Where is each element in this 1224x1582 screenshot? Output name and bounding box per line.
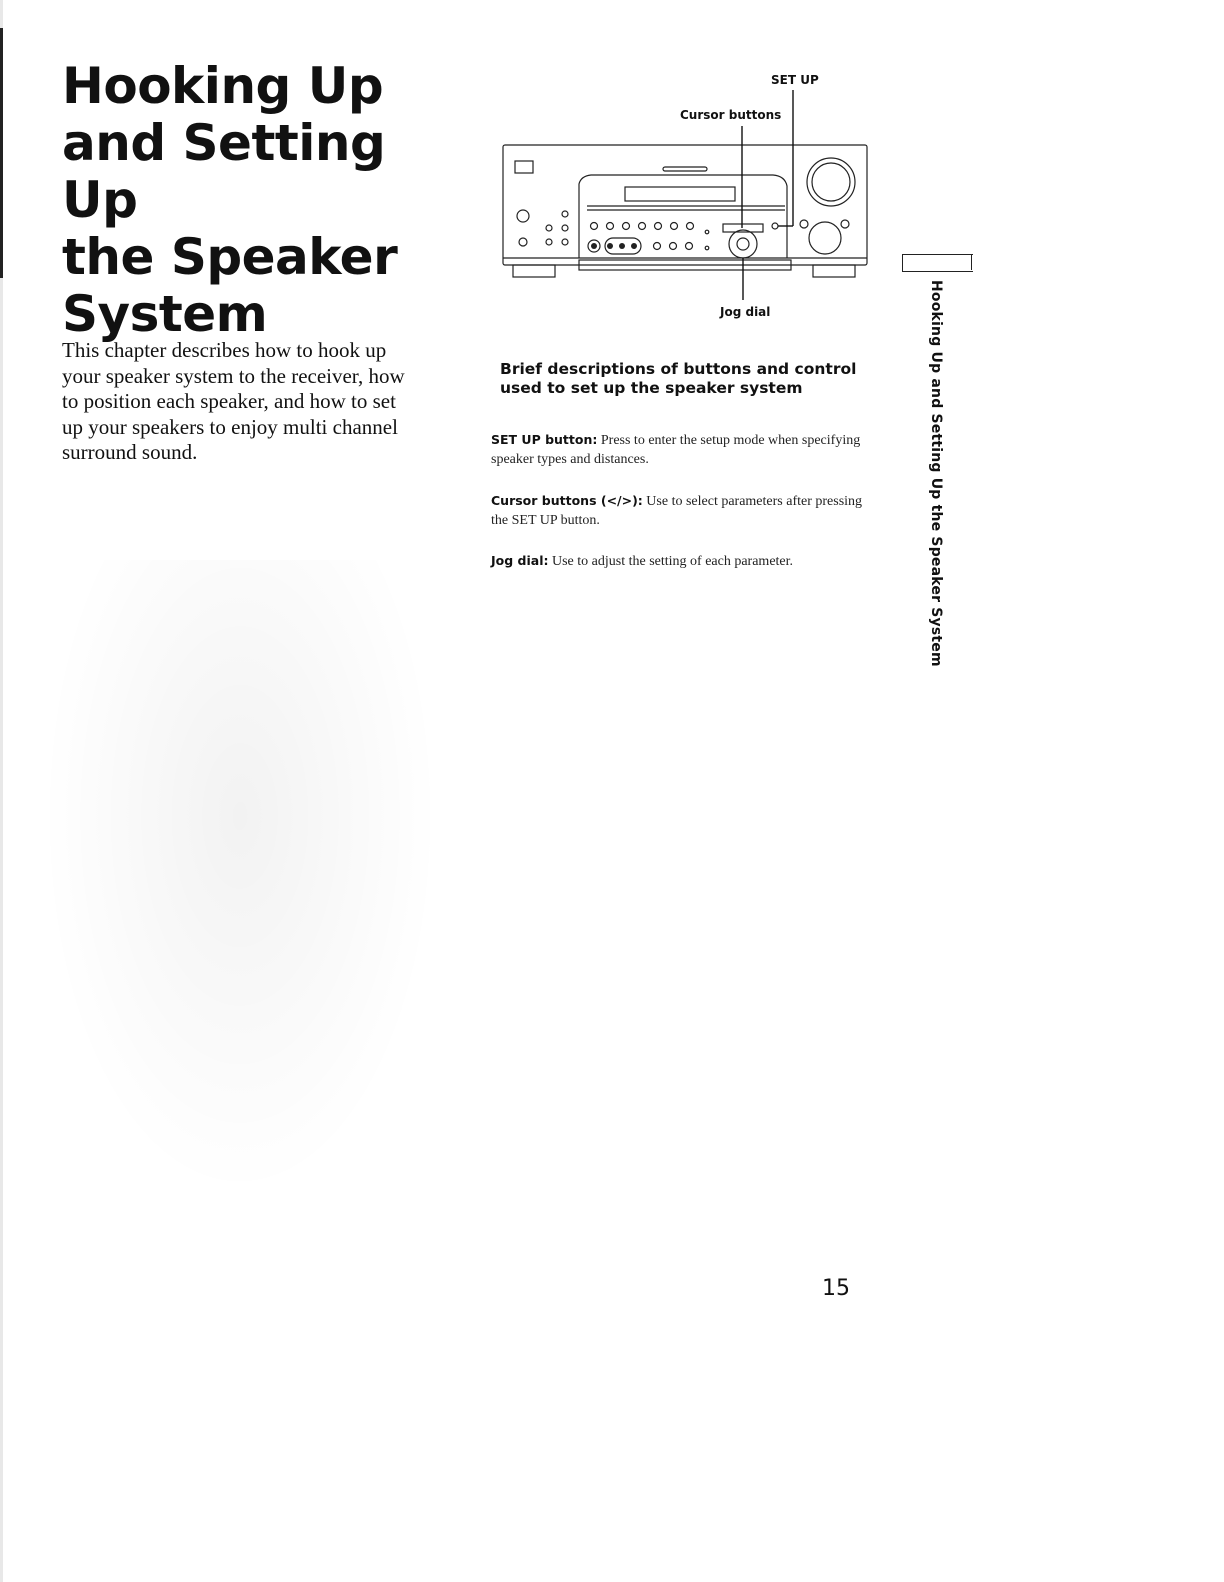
- description-text: Press to enter the setup mode when specifying speaker types and distances.: [491, 433, 861, 467]
- description-item: [491, 430, 866, 469]
- description-text: Use to select parameters after pressing the SET UP button.: [491, 494, 863, 528]
- button-row: [591, 223, 694, 230]
- description-text: Use to adjust the setting of each parameter.: [552, 554, 794, 569]
- scan-smudge: [40, 560, 440, 1200]
- phones-jack: [517, 210, 529, 222]
- description-item: [491, 491, 866, 530]
- section-heading: Brief descriptions of buttons and control used to set up the speaker system: [500, 360, 857, 397]
- cursor-buttons-callout: Cursor buttons: [680, 108, 782, 122]
- chapter-title-line: the Speaker: [62, 228, 398, 286]
- receiver-illustration: [495, 68, 885, 328]
- power-indicator: [515, 161, 533, 173]
- description-term: SET UP button:: [491, 432, 598, 447]
- binding-mark: [0, 28, 3, 278]
- description-item: [491, 551, 866, 571]
- jog-dial-callout: Jog dial: [720, 305, 771, 319]
- description-term: Cursor buttons (</>):: [491, 493, 643, 508]
- chapter-title: [62, 58, 442, 343]
- side-tab-label: Hooking Up and Setting Up the Speaker System: [928, 280, 944, 667]
- page-number: 15: [822, 1276, 850, 1301]
- description-term: Jog dial:: [491, 553, 549, 568]
- chapter-title-line: Hooking Up: [62, 57, 384, 115]
- jog-dial: [729, 230, 757, 258]
- master-volume-knob: [807, 158, 855, 206]
- receiver-foot: [813, 265, 855, 277]
- chapter-title-line: System: [62, 285, 268, 343]
- setup-button: [772, 223, 778, 229]
- receiver-front-panel-figure: [495, 68, 885, 328]
- receiver-foot: [513, 265, 555, 277]
- side-tab-tick: [971, 254, 972, 270]
- input-selector-knob: [809, 222, 841, 254]
- setup-callout: SET UP: [771, 73, 819, 87]
- side-tab-marker: [902, 254, 973, 272]
- chapter-intro: This chapter describes how to hook up your speaker system to the receiver, how to position each speaker, and how to set up your speakers to enjoy multi channel surround sound.: [62, 338, 405, 464]
- chapter-title-line: and Setting Up: [62, 114, 386, 229]
- display-window: [625, 187, 735, 201]
